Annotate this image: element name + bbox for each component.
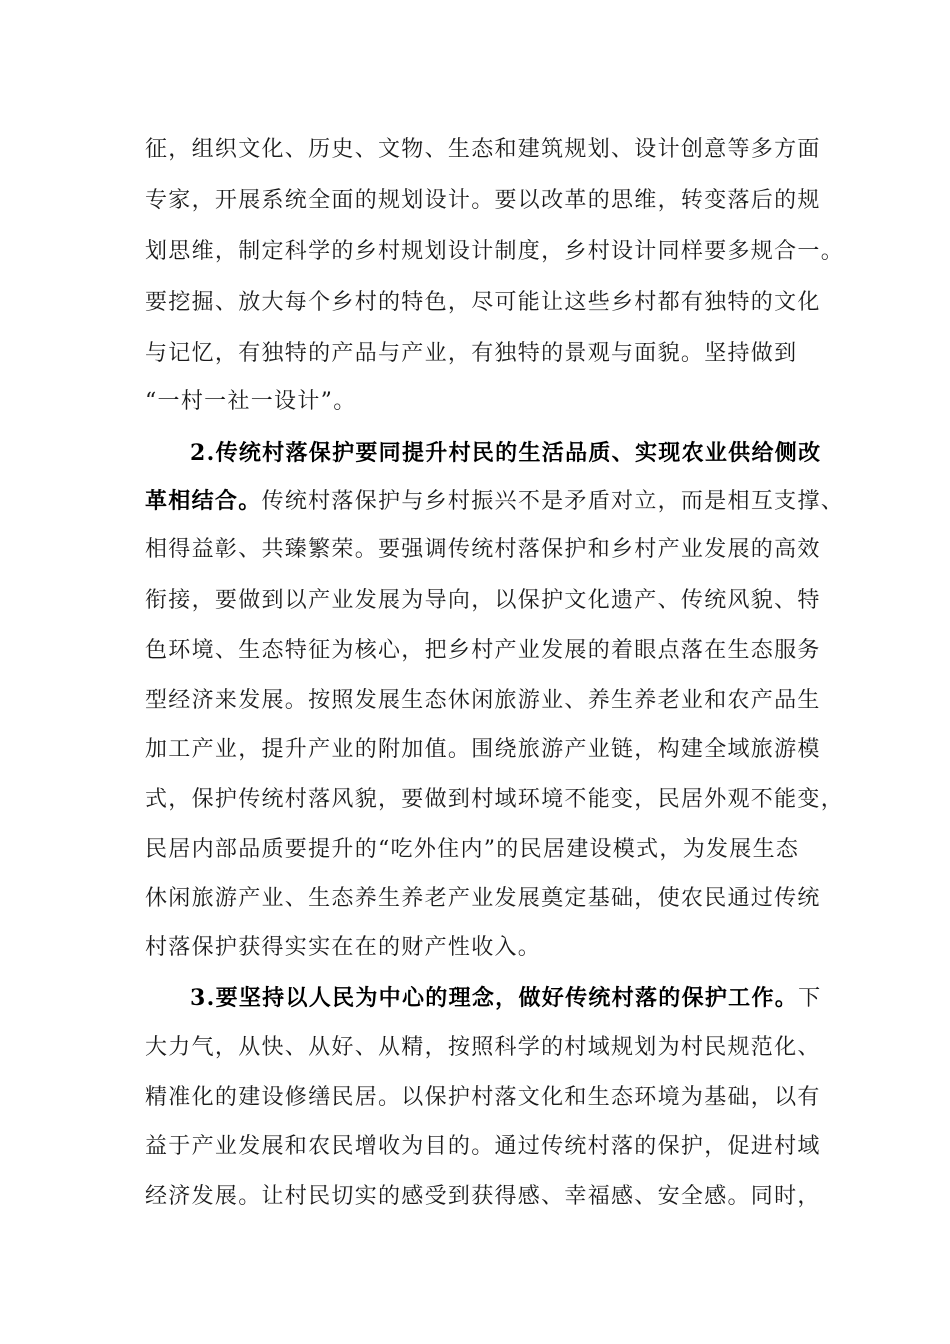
paragraph-line: 专家，开展系统全面的规划设计。要以改革的思维，转变落后的规 [145, 188, 821, 213]
paragraph-line: “一村一社一设计”。 [145, 389, 357, 414]
paragraph-line: 加工产业，提升产业的附加值。围绕旅游产业链，构建全域旅游模 [145, 737, 821, 762]
paragraph-line: 衔接，要做到以产业发展为导向，以保护文化遗产、传统风貌、特 [145, 588, 821, 613]
section-heading-3 [190, 983, 821, 1014]
heading-text: 2.传统村落保护要同提升村民的生活品质、实现农业供给侧改 [190, 440, 822, 466]
paragraph-line [145, 486, 844, 517]
heading-text: 3.要坚持以人民为中心的理念，做好传统村落的保护工作。 [190, 985, 799, 1011]
paragraph-line: 与记忆，有独特的产品与产业，有独特的景观与面貌。坚持做到 [145, 341, 798, 366]
body-text: 传统村落保护与乡村振兴不是矛盾对立，而是相互支撑、 [261, 489, 845, 514]
paragraph-line: 征，组织文化、历史、文物、生态和建筑规划、设计创意等多方面 [145, 137, 821, 162]
paragraph-line: 型经济来发展。按照发展生态休闲旅游业、养生养老业和农产品生 [145, 688, 821, 713]
section-heading-2 [190, 438, 821, 469]
paragraph-line: 划思维，制定科学的乡村规划设计制度，乡村设计同样要多规合一。 [145, 239, 845, 264]
paragraph-line: 精准化的建设修缮民居。以保护村落文化和生态环境为基础，以有 [145, 1085, 821, 1110]
paragraph-line: 休闲旅游产业、生态养生养老产业发展奠定基础，使农民通过传统 [145, 886, 821, 911]
heading-text: 革相结合。 [145, 488, 262, 514]
paragraph-line: 色环境、生态特征为核心，把乡村产业发展的着眼点落在生态服务 [145, 638, 821, 663]
paragraph-line: 经济发展。让村民切实的感受到获得感、幸福感、安全感。同时， [145, 1184, 821, 1209]
paragraph-line: 益于产业发展和农民增收为目的。通过传统村落的保护，促进村域 [145, 1134, 821, 1159]
paragraph-line: 大力气，从快、从好、从精，按照科学的村域规划为村民规范化、 [145, 1035, 821, 1060]
paragraph-line: 式，保护传统村落风貌，要做到村域环境不能变，民居外观不能变， [145, 787, 845, 812]
paragraph-line: 民居内部品质要提升的“吃外住内”的民居建设模式，为发展生态 [145, 837, 800, 862]
paragraph-line: 要挖掘、放大每个乡村的特色，尽可能让这些乡村都有独特的文化 [145, 290, 821, 315]
paragraph-line: 村落保护获得实实在在的财产性收入。 [145, 935, 542, 960]
body-text: 下 [798, 986, 822, 1011]
paragraph-line: 相得益彰、共臻繁荣。要强调传统村落保护和乡村产业发展的高效 [145, 537, 821, 562]
